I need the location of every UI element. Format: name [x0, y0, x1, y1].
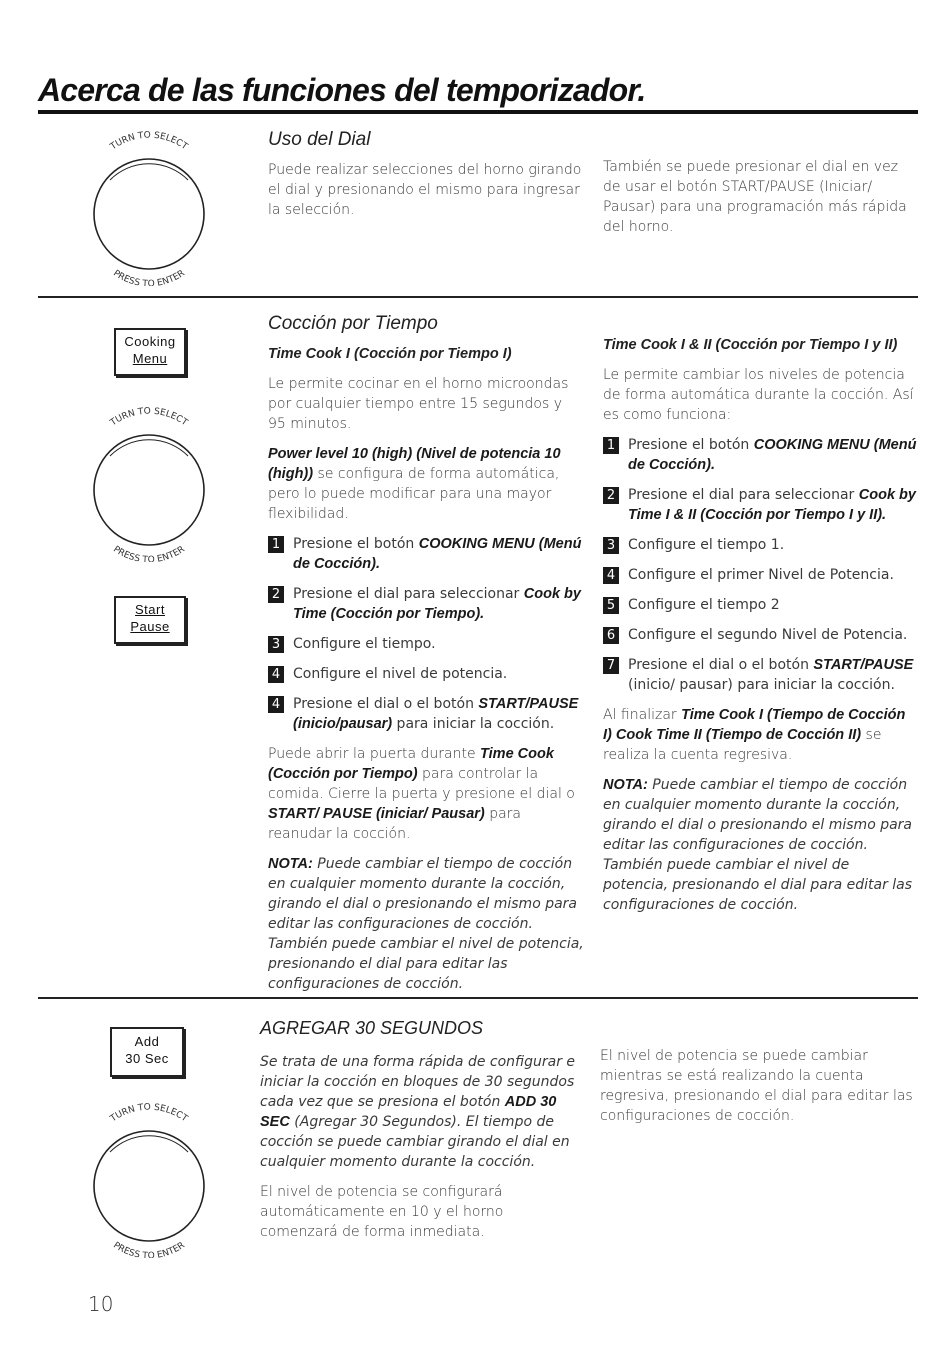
timecook-1-intro: Le permite cocinar en el horno microondas por cualquier tiempo entre 15 segundos y 95 minutos.: [268, 376, 569, 432]
list-item: 3 Configure el tiempo.: [268, 634, 584, 654]
timecook-2-intro: Le permite cambiar los niveles de potencia de forma automática durante la cocción. Así es como funciona:: [603, 367, 914, 423]
step-number: 4: [603, 567, 619, 584]
start-label: Start: [135, 602, 165, 617]
pause-label: Pause: [130, 619, 170, 634]
title-rule: [38, 110, 918, 114]
list-item: 6 Configure el segundo Nivel de Potencia.: [603, 625, 918, 645]
list-item: 7 Presione el dial o el botón START/PAUSE (inicio/ pausar) para iniciar la cocción.: [603, 655, 918, 695]
svg-text:PRESS TO ENTER: PRESS TO ENTER: [111, 1240, 187, 1258]
svg-text:TURN TO SELECT: TURN TO SELECT: [108, 406, 190, 429]
section-timecook-heading: Cocción por Tiempo: [268, 313, 438, 334]
add30-description: Se trata de una forma rápida de configurar e iniciar la cocción en bloques de 30 segundos cada vez que se presiona el botón ADD 30 SEC (Agregar 30 Segundos). El tiempo de cocción se puede cambiar girando el dial en cualquier momento durante la cocción.: [260, 1054, 576, 1170]
list-item: 2 Presione el dial para seleccionar Cook by Time (Cocción por Tiempo).: [268, 584, 584, 624]
step-number: 5: [603, 597, 619, 614]
add-30-sec-button-icon: [110, 1027, 184, 1077]
30-sec-label: 30 Sec: [125, 1051, 169, 1066]
svg-text:TURN TO SELECT: TURN TO SELECT: [108, 130, 190, 153]
list-item: 4 Configure el nivel de potencia.: [268, 664, 584, 684]
list-item: 3 Configure el tiempo 1.: [603, 535, 918, 555]
dial-icon: [82, 1100, 216, 1258]
add30-right-text: El nivel de potencia se puede cambiar mientras se está realizando la cuenta regresiva, presionando el dial para editar las configuraciones de cocción.: [600, 1048, 913, 1124]
start-pause-button-icon: [114, 596, 186, 644]
section-dial-right-text: También se puede presionar el dial en vez de usar el botón START/PAUSE (Iniciar/ Pausar) para una programación más rápida del horno.: [603, 159, 907, 235]
dial-icon: [82, 404, 216, 562]
list-item: 4 Configure el primer Nivel de Potencia.: [603, 565, 918, 585]
list-item: 5 Configure el tiempo 2: [603, 595, 918, 615]
svg-text:PRESS TO ENTER: PRESS TO ENTER: [111, 268, 187, 286]
add-label: Add: [134, 1034, 160, 1049]
step-number: 2: [603, 487, 619, 504]
step-number: 4: [268, 666, 284, 683]
list-item: 4 Presione el dial o el botón START/PAUSE (inicio/pausar) para iniciar la cocción.: [268, 694, 584, 734]
door-text: Puede abrir la puerta durante Time Cook (Cocción por Tiempo) para controlar la comida. Cierre la puerta y presione el dial o START/ PAUSE (iniciar/ Pausar) para reanudar la cocción.: [268, 746, 575, 842]
cooking-menu-button-icon: [114, 328, 186, 376]
step-number: 4: [268, 696, 284, 713]
step-number: 1: [268, 536, 284, 553]
section-add30-heading: AGREGAR 30 SEGUNDOS: [260, 1018, 484, 1038]
step-number: 7: [603, 657, 619, 674]
cooking-menu-label-2: Menu: [132, 351, 168, 366]
countdown-text: Al finalizar Time Cook I (Tiempo de Cocción I) Cook Time II (Tiempo de Cocción II) se realiza la cuenta regresiva.: [603, 707, 906, 763]
step-number: 1: [603, 437, 619, 454]
step-number: 2: [268, 586, 284, 603]
list-item: 1 Presione el botón COOKING MENU (Menú de Cocción).: [603, 435, 918, 475]
step-number: 3: [603, 537, 619, 554]
section-dial-heading: Uso del Dial: [268, 129, 371, 150]
timecook-right-column: [603, 335, 918, 915]
step-number: 6: [603, 627, 619, 644]
list-item: 2 Presione el dial para seleccionar Cook by Time I & II (Cocción por Tiempo I y II).: [603, 485, 918, 525]
svg-text:TURN TO SELECT: TURN TO SELECT: [108, 1102, 190, 1125]
cooking-menu-label-1: Cooking: [124, 334, 176, 349]
timecook-2-subheading: Time Cook I & II (Cocción por Tiempo I y II): [603, 337, 898, 353]
timecook-left-column: [268, 344, 584, 994]
note-text: NOTA: Puede cambiar el tiempo de cocción en cualquier momento durante la cocción, girando el dial o presionando el mismo para editar las configuraciones de cocción. También puede cambiar el nivel de potencia, presionando el dial para editar las configuraciones de cocción.: [268, 856, 584, 992]
step-number: 3: [268, 636, 284, 653]
power-level-text: Power level 10 (high) (Nivel de potencia 10 (high)) se configura de forma automática, pero lo puede modificar para una mayor flexibilidad.: [268, 446, 561, 522]
list-item: 1 Presione el botón COOKING MENU (Menú de Cocción).: [268, 534, 584, 574]
section-divider: [38, 997, 918, 999]
dial-icon: [82, 128, 216, 286]
section-dial-left-text: Puede realizar selecciones del horno girando el dial y presionando el mismo para ingresar la selección.: [268, 162, 582, 218]
section-divider: [38, 296, 918, 298]
add30-power-text: El nivel de potencia se configurará automáticamente en 10 y el horno comenzará de forma inmediata.: [260, 1184, 504, 1240]
svg-text:PRESS TO ENTER: PRESS TO ENTER: [111, 544, 187, 562]
note-text: NOTA: Puede cambiar el tiempo de cocción en cualquier momento durante la cocción, girando el dial o presionando el mismo para editar las configuraciones de cocción. También puede cambiar el nivel de potencia, presionando el dial para editar las configuraciones de cocción.: [603, 777, 913, 913]
page-number: 10: [88, 1292, 114, 1316]
page-title: Acerca de las funciones del temporizador.: [38, 72, 646, 108]
timecook-1-subheading: Time Cook I (Cocción por Tiempo I): [268, 346, 512, 362]
add30-left-column: [260, 1052, 578, 1242]
